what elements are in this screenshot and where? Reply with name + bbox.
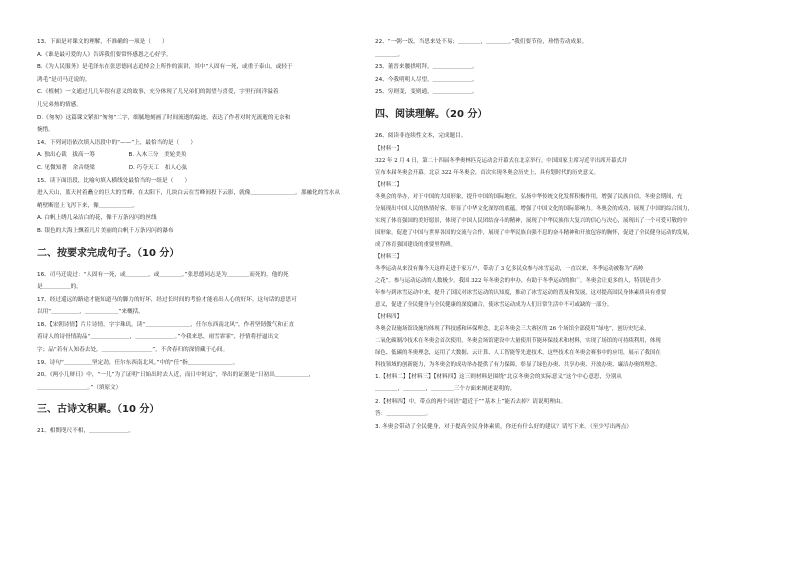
text-line: 鸿毛”是司马迁说的。 xyxy=(37,76,91,83)
text-line: 以用“＿＿＿＿＿，＿＿＿＿＿＿”来概括。 xyxy=(37,309,144,316)
text-line: 字；品“若有人知春去处，＿＿＿＿＿＿＿＿＿”，不舍春归的深情藏于心间。 xyxy=(37,347,229,354)
material-line: 分展现出中国人民的热情好客，彰显了中华文化深厚的底蕴，增强了中国文化的国际影响力。冬奥会的成功，展现了中国的综合国力， xyxy=(375,205,694,212)
text-line: 19、诗句“＿＿＿＿＿坚定劲，任尔东西南北风。”中的“任”指＿＿＿＿＿＿＿＿。 xyxy=(37,359,239,366)
text-line: 21、相関咫尺不相，＿＿＿＿＿＿＿。 xyxy=(37,428,134,435)
text-line: 惋惜。 xyxy=(37,127,54,134)
material-line: 年参与到冰雪运动中来，提升了国民对冰雪运动的认知度，推动了冰雪运动的普及和发展，这对提高国民身体素质具有重要 xyxy=(375,289,667,296)
material-line: 冬奥会设施场馆设施均体现了科技感和环保理念，北京冬奥会三大赛区的 26 个场馆全部使用“绿电”，创历史纪录， xyxy=(375,325,650,332)
material-line: 科技领域的创新能力，为冬奥会的成功举办提供了有力保障，彰显了绿色办奥、共享办奥、开放办奥、廉洁办奥的理念。 xyxy=(375,361,661,368)
section-heading-2: 二、按要求完成句子。（10 分） xyxy=(37,247,180,259)
text-line: ＿＿＿＿＿＿＿＿＿。”（填原文） xyxy=(37,384,122,391)
text-line: 25、穷则变，变则通，＿＿＿＿＿＿＿。 xyxy=(375,89,478,96)
material-line: 宣布本届冬奥会开幕。北京 322 年冬奥会，首次实现冬奥会历史上，具有划时代的历史意义。 xyxy=(375,169,599,176)
left-block-3 xyxy=(37,425,372,438)
material-line: 绿色、低碳的冬奥理念，运用了大数据、云计算、人工智能等先进技术，这些技术在冬奥会赛事中的应用，展示了我国在 xyxy=(375,349,661,356)
material-label: 【材料一】 xyxy=(375,145,402,152)
reading-intro: 26、阅读非连续性文本，完成题目。 xyxy=(375,132,467,139)
material-line: 322 年 2 月 4 日，第二十四届冬季奥林匹克运动会开幕式在北京举行。中国国家主席习近平出席开幕式并 xyxy=(375,157,628,164)
text-line: C.《植树》一文通过儿几年很有意义的故事，充分体现了儿兄弟们的渴望与喜爱，字里行间洋溢着 xyxy=(37,89,279,96)
material-line: 之花”。参与运动运动的人数极少。我国 322 年冬奥会的申办，有助于冬季运动的推广。冬奥会让更多的人，特别是青少 xyxy=(375,277,662,284)
text-line: 22、“一粥一饭，当思来处不易；＿＿＿＿，＿＿＿＿。”我们要节俭，珍惜劳动成果。 xyxy=(375,39,588,45)
material-line: 冬季运动从来没有像今天这样走进千家万户，带动了 3 亿多民众参与冰雪运动，一直以来，冬季运动被称为“高岭 xyxy=(375,265,644,272)
text-line: D.《匆匆》这篇课文紧扣“匆匆”二字，细腻地刻画了时间流逝的踪迹，表达了作者对时光流逝的无奈和 xyxy=(37,114,291,121)
material-label: 【材料二】 xyxy=(375,181,402,188)
text-line: A.《谁是最可爱的人》告诉我们要常怀感恩之心好学。 xyxy=(37,51,172,58)
text-line: 峭壁断崖上飞泻下来，像＿＿＿＿＿＿。 xyxy=(37,202,139,209)
question-line: 3. 冬奥会带动了全民健身，对于提高全民身体素质，你还有什么好的建议？请写下来。（至少写出两点） xyxy=(375,423,632,430)
text-line: 13、下面是对课文的理解，不准确的一项是（ ） xyxy=(37,39,168,45)
text-line: 是＿＿＿＿＿的。 xyxy=(37,284,82,291)
left-column xyxy=(37,36,372,438)
text-line: 24、今我明明人尽望，＿＿＿＿＿＿＿。 xyxy=(375,76,478,83)
material-line: 国形象，促进了中国与世界各国的交流与合作，展现了中华民族自强不息的奋斗精神和开放包容的胸怀，促进了全民健身运动的发展， xyxy=(375,229,694,236)
text-line: 15、读下面语段，比喻句填入横线处最恰当的一组是（ ） xyxy=(37,177,191,184)
section-heading-3: 三、古诗文积累。（10 分） xyxy=(37,404,160,416)
material-line: 冬奥会的举办，对于中国的大国形象，提升中国的国际地位，弘扬中华传统文化发挥积极作用，增强了民族自信。冬奥会期间，充 xyxy=(375,193,683,200)
text-line: B.《为人民服务》是毛泽东在张思德同志追悼会上所作的演讲，其中“人固有一死，或重于泰山，或轻于 xyxy=(37,64,293,71)
material-label: 【材料四】 xyxy=(375,313,402,320)
right-column xyxy=(375,36,770,434)
text-line: B. 银色的大海上飘着几片美丽的白帆千万条闪闪的瀑布 xyxy=(37,227,174,234)
text-line: A. 白帆上绣几朵洁白的花，像千万条闪闪的丝线 xyxy=(37,215,157,222)
text-line: 20、《两小儿辩日》中，“一儿”为了证明“日始出时去人近，而日中时远”，举出的证据是“日初出＿＿＿＿＿＿， xyxy=(37,372,315,379)
text-line: ＿＿＿＿。 xyxy=(375,51,404,58)
question-line: ＿＿＿＿，＿＿＿＿，＿＿＿＿三个方面来阐述说明的。 xyxy=(375,386,516,393)
section-heading-4: 四、阅读理解。（20 分） xyxy=(375,108,488,120)
left-block-1 xyxy=(37,36,372,238)
text-line: 14、下列词语依次填入语段中的“——”上，最恰当的是（ ） xyxy=(37,139,196,146)
text-line: 儿兄弟热的情感。 xyxy=(37,101,82,108)
material-line: 成了体育强国建设的重要里程碑。 xyxy=(375,241,456,248)
text-line: A. 独出心裁 拔高一筹 B. 入木三分 美轮美奂 xyxy=(37,152,187,159)
material-line: 意义，促进了全民健身与全民健康的深度融合，使冰雪运动成为人们日常生活中不可或缺的一部分。 xyxy=(375,301,613,308)
text-line: 18、【宋朝诗情】片片诗情，字字珠玑。读“＿＿＿＿＿＿＿＿，任尔东西南北风”，作者坚韧傲气和正直 xyxy=(37,321,295,328)
text-line: C. 见微知著 余音绕梁 D. 巧夺天工 扣人心弦 xyxy=(37,164,188,171)
question-line: 2.【材料四】中，带点的两个词语“超近于”“基本上”能否去掉？请说明理由。 xyxy=(375,398,567,405)
text-line: 17、经过遥远的路途才能知道马的脚力的好坏，经过长时间的考验才能看出人心的好坏。这句话的意思可 xyxy=(37,296,297,303)
question-line: 1.【材料二】【材料三】【材料四】这三则材料是围绕“北京冬奥会的实际意义”这个中心意思，分别从 xyxy=(375,373,623,380)
material-line: 实现了体育强国的美好愿景，体现了中国人民团结奋斗的精神，展现了中华民族伟大复兴的信心与决心，展现出了一个可爱可敬的中 xyxy=(375,217,688,224)
material-label: 【材料三】 xyxy=(375,253,402,260)
text-line: 23、董晋来腰拱明拜，＿＿＿＿＿＿＿。 xyxy=(375,64,478,71)
text-line: 着诗人的诗骨情韵品“＿＿＿＿＿＿＿，＿＿＿＿＿＿＿。”今我来思，雨雪霏霏”，抒情将抒逼出文 xyxy=(37,334,279,341)
material-line: 二氧化碳制冷技术在冬奥会首次使用，冬奥会场馆建设中大量使用节能环保技术和材料，实现了场馆的可持续利用，体现 xyxy=(375,337,661,344)
right-block-1 xyxy=(375,36,770,99)
text-line: 16、司马迁说过：“人固有一死，或＿＿＿＿，或＿＿＿＿。”张思德同志是为＿＿＿＿而死的，他的死 xyxy=(37,271,289,278)
question-line: 答：＿＿＿＿＿＿＿。 xyxy=(375,411,432,418)
left-block-2 xyxy=(37,269,372,395)
text-line: 进入天山，蓝天衬着矗立的巨大的雪峰，在太阳下，几块白云在雪峰间投下云影，就像＿＿＿＿＿＿＿＿。那融化的雪水从 xyxy=(37,190,341,197)
